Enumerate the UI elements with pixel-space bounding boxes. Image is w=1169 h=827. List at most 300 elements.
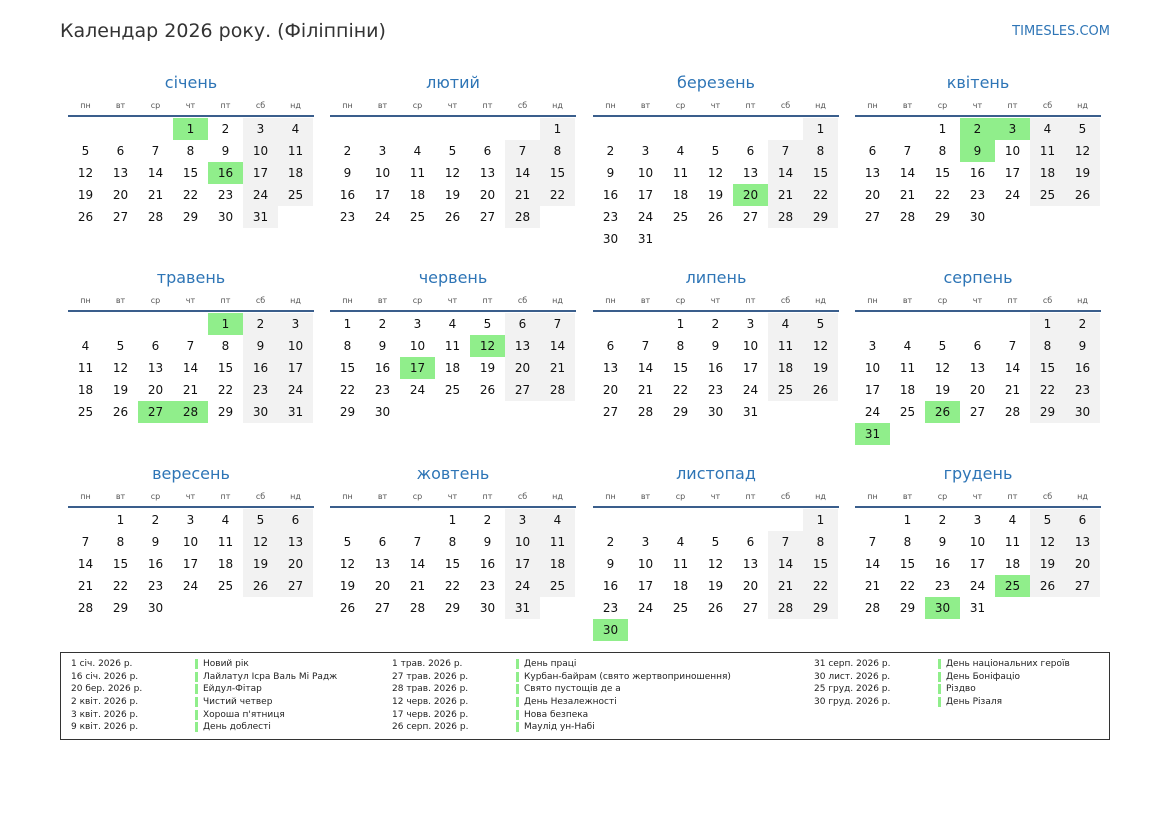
day-cell: 10 xyxy=(505,531,540,553)
day-cell: 20 xyxy=(742,579,759,593)
month-name: січень xyxy=(164,73,218,92)
day-cell: 4 xyxy=(1030,118,1065,140)
day-cell: 6 xyxy=(116,144,125,158)
day-cell: 28 xyxy=(637,405,654,419)
day-cell: 29 xyxy=(217,405,234,419)
empty-cell xyxy=(890,118,925,140)
day-cell: 4 xyxy=(903,339,912,353)
weekday-label: ср xyxy=(675,101,686,110)
day-cell: 19 xyxy=(339,579,356,593)
day-cell: 25 xyxy=(672,210,689,224)
day-cell: 27 xyxy=(479,210,496,224)
weekday-header xyxy=(68,293,314,309)
day-cell: 28 xyxy=(768,206,803,228)
day-cell: 20 xyxy=(969,383,986,397)
day-cell: 4 xyxy=(278,118,313,140)
day-cell: 18 xyxy=(1004,557,1021,571)
weekday-label: пт xyxy=(1007,296,1018,305)
weekday-label: ср xyxy=(412,296,423,305)
weekday-header xyxy=(593,293,839,309)
day-cell: 14 xyxy=(505,162,540,184)
weekday-label: ср xyxy=(150,296,161,305)
weekday-label: вт xyxy=(377,296,388,305)
day-cell: 1 xyxy=(803,509,838,531)
day-cell: 3 xyxy=(505,509,540,531)
legend-item xyxy=(71,671,337,684)
empty-cell xyxy=(68,509,103,531)
day-cell: 26 xyxy=(339,601,356,615)
header-divider xyxy=(68,506,314,508)
month-name: жовтень xyxy=(416,464,490,483)
day-cell: 18 xyxy=(278,162,313,184)
day-cell: 31 xyxy=(243,206,278,228)
day-cell: 20 xyxy=(602,383,619,397)
weekday-label: нд xyxy=(1077,101,1088,110)
day-cell: 4 xyxy=(413,144,422,158)
empty-cell xyxy=(663,118,698,140)
month-name: вересень xyxy=(152,464,230,483)
holiday-name: День національних героїв xyxy=(946,659,1070,670)
weekday-label: нд xyxy=(815,296,826,305)
day-cell: 2 xyxy=(606,535,615,549)
day-cell: 19 xyxy=(803,357,838,379)
holiday-day-cell: 20 xyxy=(733,184,768,206)
day-cell: 31 xyxy=(742,405,759,419)
empty-cell xyxy=(628,313,663,335)
month-name: червень xyxy=(418,268,488,287)
day-cell: 11 xyxy=(1030,140,1065,162)
day-cell: 29 xyxy=(899,601,916,615)
holiday-day-cell: 2 xyxy=(960,118,995,140)
weekday-label: сб xyxy=(1042,296,1053,305)
day-cell: 28 xyxy=(505,206,540,228)
holiday-date: 30 лист. 2026 р. xyxy=(814,671,891,682)
weekday-label: сб xyxy=(1042,492,1053,501)
day-cell: 16 xyxy=(339,188,356,202)
holiday-day-cell: 26 xyxy=(925,401,960,423)
weekday-label: вт xyxy=(115,101,126,110)
day-cell: 25 xyxy=(540,575,575,597)
day-cell: 5 xyxy=(1030,509,1065,531)
weekday-label: пн xyxy=(80,101,91,110)
day-cell: 19 xyxy=(1065,162,1100,184)
day-cell: 8 xyxy=(221,339,230,353)
day-cell: 27 xyxy=(742,210,759,224)
day-cell: 25 xyxy=(77,405,94,419)
day-cell: 26 xyxy=(77,210,94,224)
empty-cell xyxy=(400,118,435,140)
day-cell: 13 xyxy=(864,166,881,180)
month-8 xyxy=(68,463,314,619)
day-cell: 3 xyxy=(641,535,650,549)
holiday-marker xyxy=(195,672,198,682)
weekday-label: нд xyxy=(1077,296,1088,305)
weekday-label: пт xyxy=(220,296,231,305)
day-cell: 18 xyxy=(1030,162,1065,184)
weekday-label: пн xyxy=(867,296,878,305)
day-cell: 11 xyxy=(1004,535,1021,549)
day-cell: 15 xyxy=(182,166,199,180)
day-cell: 14 xyxy=(768,553,803,575)
day-cell: 10 xyxy=(637,166,654,180)
day-cell: 15 xyxy=(217,361,234,375)
day-cell: 4 xyxy=(676,144,685,158)
month-5 xyxy=(330,267,576,423)
day-cell: 10 xyxy=(864,361,881,375)
day-cell: 5 xyxy=(803,313,838,335)
day-cell: 26 xyxy=(707,210,724,224)
day-cell: 17 xyxy=(278,357,313,379)
day-cell: 20 xyxy=(374,579,391,593)
day-cell: 14 xyxy=(637,361,654,375)
empty-cell xyxy=(593,118,628,140)
weekday-label: пн xyxy=(342,101,353,110)
holiday-marker xyxy=(195,684,198,694)
month-7 xyxy=(855,267,1101,445)
day-cell: 13 xyxy=(1065,531,1100,553)
day-cell: 14 xyxy=(899,166,916,180)
day-cell: 8 xyxy=(1030,335,1065,357)
day-cell: 12 xyxy=(707,166,724,180)
holiday-marker xyxy=(938,672,941,682)
day-cell: 30 xyxy=(243,401,278,423)
day-cell: 26 xyxy=(803,379,838,401)
holiday-name: Ейдул-Фітар xyxy=(203,684,262,695)
holiday-name: День доблесті xyxy=(203,722,271,733)
day-cell: 21 xyxy=(409,579,426,593)
day-cell: 1 xyxy=(938,122,947,136)
weekday-header xyxy=(855,293,1101,309)
weekday-label: чт xyxy=(972,492,983,501)
holiday-date: 2 квіт. 2026 р. xyxy=(71,697,139,708)
day-cell: 18 xyxy=(672,188,689,202)
weekday-label: сб xyxy=(517,296,528,305)
weekday-label: пн xyxy=(867,492,878,501)
day-cell: 24 xyxy=(969,579,986,593)
page-title: Календар 2026 року. (Філіппіни) xyxy=(60,20,386,42)
holiday-day-cell: 17 xyxy=(400,357,435,379)
day-cell: 9 xyxy=(606,557,615,571)
day-cell: 12 xyxy=(1065,140,1100,162)
day-cell: 3 xyxy=(868,339,877,353)
legend-item xyxy=(814,683,976,696)
empty-cell xyxy=(995,313,1030,335)
empty-cell xyxy=(103,118,138,140)
day-cell: 6 xyxy=(278,509,313,531)
day-cell: 26 xyxy=(1065,184,1100,206)
empty-cell xyxy=(768,509,803,531)
empty-cell xyxy=(173,313,208,335)
day-cell: 25 xyxy=(768,379,803,401)
weekday-label: ср xyxy=(937,492,948,501)
day-cell: 12 xyxy=(934,361,951,375)
day-cell: 2 xyxy=(151,513,160,527)
holiday-date: 1 трав. 2026 р. xyxy=(392,659,463,670)
empty-cell xyxy=(365,509,400,531)
day-cell: 17 xyxy=(742,361,759,375)
day-cell: 4 xyxy=(221,513,230,527)
day-cell: 29 xyxy=(444,601,461,615)
day-cell: 14 xyxy=(182,361,199,375)
day-cell: 7 xyxy=(505,140,540,162)
day-cell: 25 xyxy=(278,184,313,206)
day-cell: 13 xyxy=(147,361,164,375)
empty-cell xyxy=(925,313,960,335)
day-cell: 22 xyxy=(540,184,575,206)
day-cell: 21 xyxy=(147,188,164,202)
empty-cell xyxy=(855,313,890,335)
day-cell: 24 xyxy=(278,379,313,401)
day-cell: 19 xyxy=(479,361,496,375)
day-cell: 27 xyxy=(1065,575,1100,597)
holiday-day-cell: 25 xyxy=(995,575,1030,597)
day-cell: 30 xyxy=(479,601,496,615)
day-cell: 24 xyxy=(1004,188,1021,202)
legend-item xyxy=(392,708,588,721)
day-cell: 25 xyxy=(409,210,426,224)
day-cell: 11 xyxy=(278,140,313,162)
empty-cell xyxy=(733,118,768,140)
weekday-label: пн xyxy=(80,492,91,501)
day-cell: 23 xyxy=(934,579,951,593)
day-cell: 12 xyxy=(77,166,94,180)
day-cell: 22 xyxy=(339,383,356,397)
holiday-date: 20 бер. 2026 р. xyxy=(71,684,143,695)
day-cell: 21 xyxy=(540,357,575,379)
legend-item xyxy=(392,696,617,709)
day-cell: 14 xyxy=(77,557,94,571)
day-cell: 26 xyxy=(243,575,278,597)
weekday-label: чт xyxy=(185,101,196,110)
weekday-label: вт xyxy=(640,296,651,305)
day-cell: 3 xyxy=(413,317,422,331)
day-cell: 11 xyxy=(540,531,575,553)
day-cell: 23 xyxy=(602,210,619,224)
holiday-date: 31 серп. 2026 р. xyxy=(814,659,891,670)
month-name: липень xyxy=(685,268,747,287)
day-cell: 28 xyxy=(147,210,164,224)
month-0 xyxy=(68,72,314,228)
day-cell: 5 xyxy=(1065,118,1100,140)
day-cell: 28 xyxy=(540,379,575,401)
weekday-header xyxy=(68,98,314,114)
day-cell: 15 xyxy=(899,557,916,571)
day-cell: 9 xyxy=(711,339,720,353)
day-cell: 9 xyxy=(151,535,160,549)
empty-cell xyxy=(330,118,365,140)
legend-item xyxy=(71,708,285,721)
weekday-label: пн xyxy=(605,101,616,110)
day-cell: 22 xyxy=(112,579,129,593)
day-cell: 28 xyxy=(409,601,426,615)
empty-cell xyxy=(593,313,628,335)
day-cell: 23 xyxy=(147,579,164,593)
day-cell: 7 xyxy=(1008,339,1017,353)
holiday-name: День Боніфаціо xyxy=(946,671,1021,682)
weekday-header xyxy=(855,98,1101,114)
day-cell: 24 xyxy=(182,579,199,593)
empty-cell xyxy=(698,509,733,531)
day-cell: 7 xyxy=(186,339,195,353)
holiday-marker xyxy=(938,684,941,694)
weekday-header xyxy=(593,489,839,505)
day-cell: 20 xyxy=(505,357,540,379)
day-cell: 8 xyxy=(116,535,125,549)
day-cell: 18 xyxy=(77,383,94,397)
empty-cell xyxy=(68,118,103,140)
day-cell: 12 xyxy=(444,166,461,180)
weekday-label: нд xyxy=(552,492,563,501)
day-cell: 29 xyxy=(112,601,129,615)
day-cell: 21 xyxy=(505,184,540,206)
day-cell: 27 xyxy=(374,601,391,615)
day-cell: 11 xyxy=(768,335,803,357)
empty-cell xyxy=(698,118,733,140)
holiday-marker xyxy=(516,684,519,694)
empty-cell xyxy=(960,313,995,335)
header-divider xyxy=(330,310,576,312)
day-cell: 16 xyxy=(602,579,619,593)
day-cell: 10 xyxy=(182,535,199,549)
day-cell: 18 xyxy=(409,188,426,202)
holiday-date: 3 квіт. 2026 р. xyxy=(71,709,139,720)
holiday-name: Нова безпека xyxy=(524,709,589,720)
legend-item xyxy=(71,721,271,734)
day-cell: 31 xyxy=(637,232,654,246)
empty-cell xyxy=(470,118,505,140)
day-cell: 21 xyxy=(182,383,199,397)
day-cell: 6 xyxy=(505,313,540,335)
day-cell: 2 xyxy=(1065,313,1100,335)
day-cell: 22 xyxy=(803,184,838,206)
day-cell: 25 xyxy=(672,601,689,615)
holiday-legend xyxy=(60,652,1110,740)
weekday-label: пт xyxy=(482,296,493,305)
weekday-label: ср xyxy=(412,492,423,501)
weekday-label: вт xyxy=(377,101,388,110)
holiday-name: Новий рік xyxy=(203,659,249,670)
holiday-day-cell: 12 xyxy=(470,335,505,357)
day-cell: 16 xyxy=(374,361,391,375)
day-cell: 4 xyxy=(540,509,575,531)
weekday-label: ср xyxy=(150,492,161,501)
day-cell: 21 xyxy=(1004,383,1021,397)
day-cell: 15 xyxy=(803,553,838,575)
empty-cell xyxy=(593,509,628,531)
holiday-marker xyxy=(938,659,941,669)
day-cell: 27 xyxy=(864,210,881,224)
empty-cell xyxy=(138,118,173,140)
holiday-day-cell: 30 xyxy=(593,619,628,641)
day-cell: 13 xyxy=(505,335,540,357)
day-cell: 5 xyxy=(938,339,947,353)
day-cell: 16 xyxy=(602,188,619,202)
day-cell: 28 xyxy=(77,601,94,615)
day-cell: 16 xyxy=(934,557,951,571)
day-cell: 19 xyxy=(1030,553,1065,575)
day-cell: 25 xyxy=(899,405,916,419)
day-cell: 23 xyxy=(374,383,391,397)
month-name: квітень xyxy=(946,73,1010,92)
day-cell: 26 xyxy=(1030,575,1065,597)
day-cell: 18 xyxy=(899,383,916,397)
day-cell: 8 xyxy=(186,144,195,158)
day-cell: 24 xyxy=(742,383,759,397)
holiday-name: Свято пустощів де а xyxy=(524,684,621,695)
day-cell: 24 xyxy=(243,184,278,206)
holiday-date: 27 трав. 2026 р. xyxy=(392,671,469,682)
day-cell: 22 xyxy=(803,575,838,597)
day-cell: 4 xyxy=(768,313,803,335)
weekday-label: ср xyxy=(937,101,948,110)
day-cell: 29 xyxy=(182,210,199,224)
holiday-date: 26 серп. 2026 р. xyxy=(392,722,469,733)
legend-item xyxy=(392,658,576,671)
weekday-label: вт xyxy=(115,296,126,305)
month-11 xyxy=(855,463,1101,619)
day-cell: 3 xyxy=(278,313,313,335)
day-cell: 30 xyxy=(147,601,164,615)
weekday-label: нд xyxy=(290,492,301,501)
month-name: березень xyxy=(677,73,755,92)
day-cell: 28 xyxy=(768,597,803,619)
month-9 xyxy=(330,463,576,619)
day-cell: 29 xyxy=(672,405,689,419)
weekday-label: нд xyxy=(552,296,563,305)
holiday-day-cell: 9 xyxy=(960,140,995,162)
day-cell: 15 xyxy=(339,361,356,375)
site-link[interactable]: TIMESLES.COM xyxy=(1012,24,1110,39)
header-divider xyxy=(855,115,1101,117)
day-cell: 23 xyxy=(339,210,356,224)
day-cell: 30 xyxy=(217,210,234,224)
weekday-label: сб xyxy=(1042,101,1053,110)
holiday-date: 25 груд. 2026 р. xyxy=(814,684,891,695)
header-divider xyxy=(593,115,839,117)
day-cell: 12 xyxy=(243,531,278,553)
day-cell: 21 xyxy=(768,575,803,597)
day-cell: 10 xyxy=(278,335,313,357)
day-cell: 7 xyxy=(903,144,912,158)
empty-cell xyxy=(435,118,470,140)
day-cell: 28 xyxy=(899,210,916,224)
day-cell: 6 xyxy=(606,339,615,353)
weekday-label: сб xyxy=(780,101,791,110)
day-cell: 2 xyxy=(221,122,230,136)
empty-cell xyxy=(663,509,698,531)
day-cell: 2 xyxy=(483,513,492,527)
day-cell: 14 xyxy=(540,335,575,357)
header-divider xyxy=(68,115,314,117)
holiday-day-cell: 28 xyxy=(173,401,208,423)
legend-item xyxy=(71,683,262,696)
weekday-label: вт xyxy=(115,492,126,501)
header-divider xyxy=(855,506,1101,508)
holiday-day-cell: 30 xyxy=(925,597,960,619)
day-cell: 11 xyxy=(899,361,916,375)
header-divider xyxy=(330,506,576,508)
weekday-label: нд xyxy=(552,101,563,110)
weekday-label: чт xyxy=(972,101,983,110)
day-cell: 16 xyxy=(969,166,986,180)
header-divider xyxy=(593,310,839,312)
day-grid xyxy=(593,313,839,423)
holiday-name: Чистий четвер xyxy=(203,697,273,708)
day-grid xyxy=(68,509,314,619)
day-cell: 22 xyxy=(1030,379,1065,401)
day-cell: 16 xyxy=(243,357,278,379)
day-cell: 3 xyxy=(746,317,755,331)
